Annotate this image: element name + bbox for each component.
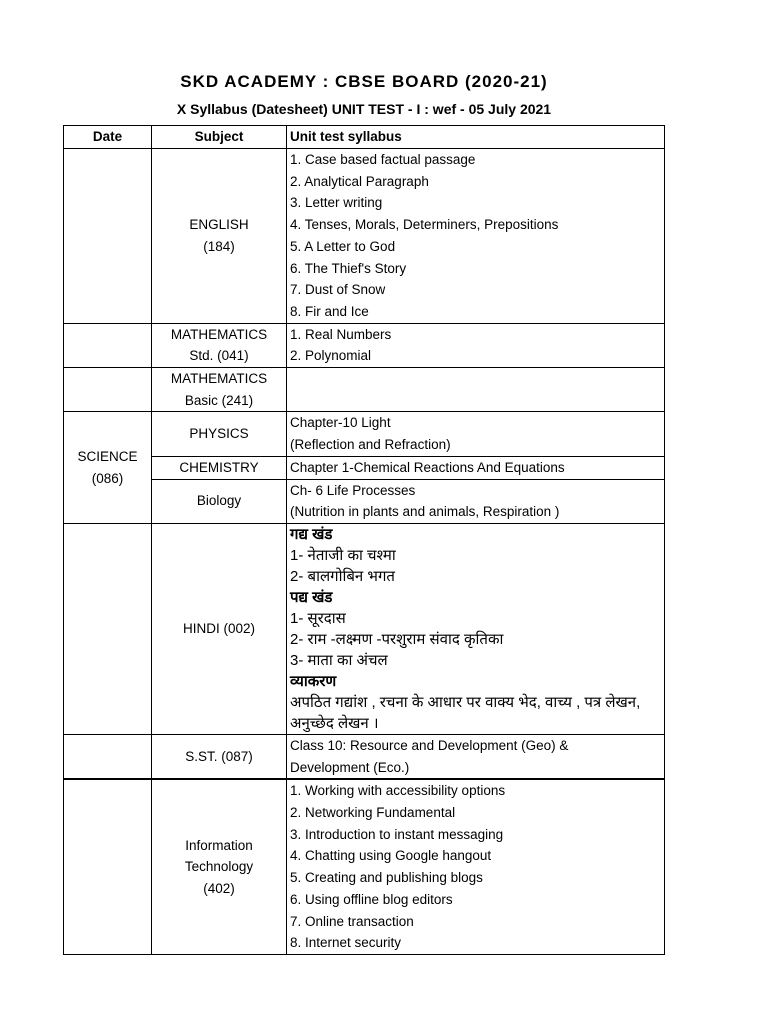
- syllabus-cell-sst: [287, 734, 665, 779]
- subject-cell-maths-std: [152, 323, 287, 367]
- subject-cell-physics: PHYSICS: [152, 412, 287, 456]
- subject-name: MATHEMATICS: [170, 371, 268, 387]
- list-item: 3. Letter writing: [290, 195, 383, 211]
- list-item: 8. Fir and Ice: [290, 303, 369, 319]
- syllabus-cell-biology: [287, 479, 665, 523]
- syllabus-cell-maths-std: [287, 323, 665, 367]
- subject-cell-it: [152, 779, 287, 954]
- header-subject: Subject: [152, 126, 287, 149]
- list-item: 5. A Letter to God: [290, 238, 396, 254]
- syllabus-cell-hindi: [287, 523, 665, 734]
- science-group-cell: [64, 412, 152, 524]
- document-subtitle: X Syllabus (Datesheet) UNIT TEST - I : wef - 05 July 2021: [176, 101, 552, 117]
- date-cell: [64, 149, 152, 324]
- table-row-it: [64, 779, 665, 954]
- list-item: 2. Analytical Paragraph: [290, 173, 429, 189]
- table-row-maths-std: [64, 323, 665, 367]
- date-cell: [64, 734, 152, 779]
- table-header-row: [64, 126, 665, 149]
- table-row-chemistry: [64, 456, 665, 479]
- subject-cell-english: [152, 149, 287, 324]
- date-cell: [64, 323, 152, 367]
- subject-cell-chemistry: CHEMISTRY: [152, 456, 287, 479]
- table-row-maths-basic: [64, 368, 665, 412]
- science-group-code: (086): [91, 470, 124, 486]
- list-item: 2. Networking Fundamental: [290, 805, 456, 821]
- subject-code: (184): [203, 238, 235, 254]
- list-item: 1. Real Numbers: [290, 326, 392, 342]
- table-row-physics: [64, 412, 665, 456]
- list-item: 7. Online transaction: [290, 913, 414, 929]
- table-row-english: [64, 149, 665, 324]
- subject-code: Basic (241): [184, 392, 254, 408]
- syllabus-cell-maths-basic: [287, 368, 665, 412]
- list-item: 8. Internet security: [290, 935, 402, 951]
- subject-code: (402): [203, 881, 235, 897]
- hindi-vyakaran-heading: व्याकरण: [290, 672, 337, 690]
- list-item: 6. The Thief's Story: [290, 260, 407, 276]
- list-item: 6. Using offline blog editors: [290, 891, 453, 907]
- hindi-gadya-heading: गद्य खंड: [290, 525, 333, 543]
- header-syllabus: Unit test syllabus: [287, 126, 665, 149]
- table-row-biology: [64, 479, 665, 523]
- list-item: (Reflection and Refraction): [290, 437, 451, 453]
- subject-name: ENGLISH: [189, 217, 249, 233]
- syllabus-cell-english: [287, 149, 665, 324]
- list-item: 1- नेताजी का चश्मा: [290, 546, 396, 564]
- subject-code: Std. (041): [189, 348, 249, 364]
- list-item: Chapter-10 Light: [290, 415, 391, 431]
- subject-cell-sst: S.ST. (087): [152, 734, 287, 779]
- list-item: 7. Dust of Snow: [290, 282, 386, 298]
- list-item: Ch- 6 Life Processes: [290, 482, 416, 498]
- list-item: Development (Eco.): [290, 759, 410, 775]
- table-row-hindi: [64, 523, 665, 734]
- date-cell: [64, 779, 152, 954]
- list-item: 1. Working with accessibility options: [290, 783, 506, 799]
- syllabus-cell-chemistry: [287, 456, 665, 479]
- list-item: 2- राम -लक्ष्मण -परशुराम संवाद कृतिका: [290, 630, 504, 648]
- subject-name: Information: [185, 837, 253, 853]
- list-item: 1- सूरदास: [290, 609, 346, 627]
- date-cell: [64, 368, 152, 412]
- document-title: SKD ACADEMY : CBSE BOARD (2020-21): [180, 72, 548, 91]
- list-item: 4. Chatting using Google hangout: [290, 848, 492, 864]
- list-item: 3. Introduction to instant messaging: [290, 826, 504, 842]
- syllabus-cell-physics: [287, 412, 665, 456]
- header-date: Date: [64, 126, 152, 149]
- subject-cell-maths-basic: [152, 368, 287, 412]
- hindi-vyakaran-text: अपठित गद्यांश , रचना के आधार पर वाक्य भेद, वाच्य , पत्र लेखन, अनुच्छेद लेखन ।: [290, 693, 641, 732]
- list-item: 1. Case based factual passage: [290, 152, 476, 167]
- list-item: Class 10: Resource and Development (Geo) &: [290, 737, 569, 753]
- hindi-padya-heading: पद्य खंड: [290, 588, 333, 606]
- list-item: 4. Tenses, Morals, Determiners, Prepositions: [290, 217, 559, 233]
- syllabus-table: [63, 125, 665, 955]
- list-item: 2- बालगोबिन भगत: [290, 567, 395, 585]
- science-group-name: SCIENCE: [77, 448, 138, 464]
- subject-cell-hindi: HINDI (002): [152, 523, 287, 734]
- list-item: 3- माता का अंचल: [290, 651, 388, 669]
- syllabus-cell-it: [287, 779, 665, 954]
- date-cell: [64, 523, 152, 734]
- list-item: (Nutrition in plants and animals, Respiration ): [290, 504, 560, 520]
- subject-cell-biology: Biology: [152, 479, 287, 523]
- subject-name: Technology: [184, 859, 254, 875]
- list-item: Chapter 1-Chemical Reactions And Equations: [290, 459, 565, 475]
- list-item: 2. Polynomial: [290, 348, 372, 364]
- subject-name: MATHEMATICS: [170, 326, 268, 342]
- list-item: 5. Creating and publishing blogs: [290, 870, 483, 886]
- table-row-sst: [64, 734, 665, 779]
